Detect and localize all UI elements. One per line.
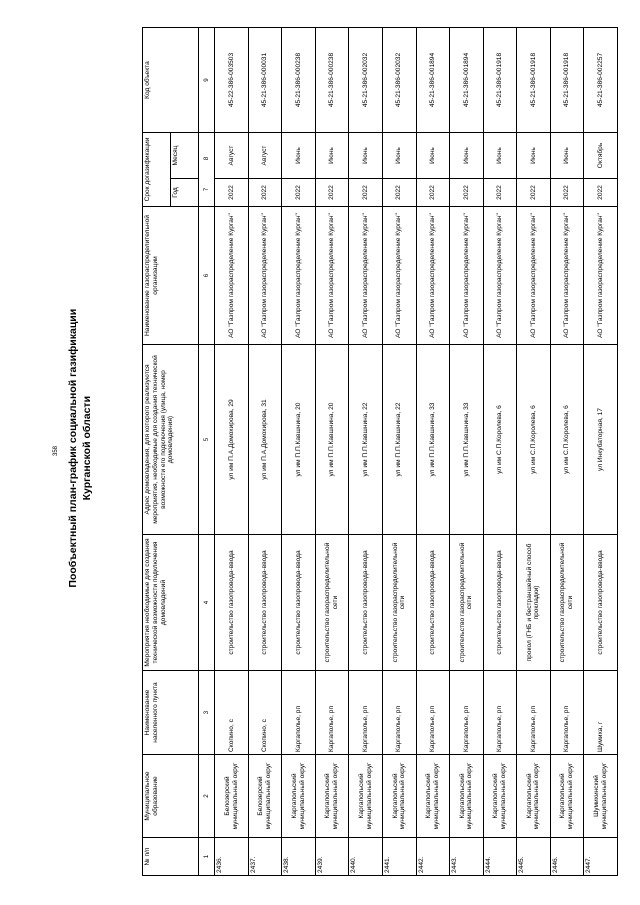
measures-cell: строительство газораспределительной сети — [550, 535, 584, 671]
address-cell: ул Инкубаторная, 17 — [584, 345, 618, 535]
header-number: № п/п — [143, 838, 199, 876]
address-cell: ул им П.П.Кавшнина, 22 — [349, 345, 383, 535]
year-cell: 2022 — [282, 179, 316, 207]
table-row — [550, 28, 584, 876]
municipality-cell: Каргапольский муниципальный округ — [383, 755, 417, 838]
code-cell: 45-21-386-000031 — [248, 28, 282, 133]
header-measures: Мероприятия необходимые для создания технической возможности подключения домовладений — [143, 535, 199, 671]
year-cell: 2022 — [349, 179, 383, 207]
org-cell: АО "Газпром газораспределение Курган" — [315, 207, 349, 345]
org-cell: АО "Газпром газораспределение Курган" — [517, 207, 551, 345]
org-cell: АО "Газпром газораспределение Курган" — [215, 207, 249, 345]
measures-cell: строительство газопровода-ввода — [248, 535, 282, 671]
column-number: 6 — [199, 207, 215, 345]
header-code: Код объекта — [143, 28, 199, 133]
month-cell: Июнь — [483, 133, 517, 179]
table-row — [450, 28, 484, 876]
column-number: 2 — [199, 755, 215, 838]
measures-cell: строительство газопровода-ввода — [483, 535, 517, 671]
row-number: 2439. — [315, 838, 349, 876]
address-cell: ул им С.П.Королева, 6 — [517, 345, 551, 535]
org-cell: АО "Газпром газораспределение Курган" — [383, 207, 417, 345]
gasification-schedule-table — [142, 27, 618, 876]
column-number-7: 7 — [202, 187, 210, 192]
address-cell: ул им П.А.Домохирова, 31 — [248, 345, 282, 535]
year-cell: 2022 — [584, 179, 618, 207]
table-header — [143, 28, 199, 876]
header-deadline: Срок догазификации — [143, 133, 171, 207]
measures-cell: строительство газораспределительной сети — [450, 535, 484, 671]
municipality-cell: Шумихинский муниципальный округ — [584, 755, 618, 838]
month-cell: Июнь — [450, 133, 484, 179]
locality-cell: Каргаполье, рп — [517, 671, 551, 755]
measures-cell: прокол (ГНБ и бестраншейный способ прокладки) — [517, 535, 551, 671]
locality-cell: Каргаполье, рп — [282, 671, 316, 755]
measures-cell: строительство газопровода-ввода — [282, 535, 316, 671]
table-body — [215, 28, 618, 876]
column-number-8: 8 — [202, 156, 210, 161]
code-cell: 45-21-386-002257 — [584, 28, 618, 133]
document-title — [66, 188, 94, 708]
row-number: 2446. — [550, 838, 584, 876]
column-number-row — [199, 28, 215, 876]
code-cell: 45-21-386-000238 — [315, 28, 349, 133]
header-year: Год — [171, 179, 199, 207]
code-cell: 45-21-386-001918 — [483, 28, 517, 133]
month-cell: Июнь — [315, 133, 349, 179]
measures-cell: строительство газопровода-ввода — [215, 535, 249, 671]
municipality-cell: Каргапольский муниципальный округ — [282, 755, 316, 838]
municipality-cell: Белозерский муниципальный округ — [248, 755, 282, 838]
header-locality: Наименование населенного пункта — [143, 671, 199, 755]
code-cell: 45-21-386-000238 — [282, 28, 316, 133]
header-address: Адрес домовладения, для которого реализуются мероприятия, необходимые для создания технической возможности его подключения (улица, номер домовладения) — [143, 345, 199, 535]
address-cell: ул им П.П.Кавшнина, 20 — [282, 345, 316, 535]
month-cell: Июнь — [416, 133, 450, 179]
municipality-cell: Каргапольский муниципальный округ — [483, 755, 517, 838]
table-row — [483, 28, 517, 876]
table-row — [215, 28, 249, 876]
municipality-cell: Каргапольский муниципальный округ — [550, 755, 584, 838]
measures-cell: строительство газопровода-ввода — [584, 535, 618, 671]
table-row — [248, 28, 282, 876]
measures-cell: строительство газопровода-ввода — [349, 535, 383, 671]
column-number: 1 — [199, 838, 215, 876]
column-number — [199, 133, 215, 207]
column-number: 9 — [199, 28, 215, 133]
measures-cell: строительство газопровода-ввода — [416, 535, 450, 671]
code-cell: 45-21-386-002032 — [383, 28, 417, 133]
month-cell: Октябрь — [584, 133, 618, 179]
org-cell: АО "Газпром газораспределение Курган" — [248, 207, 282, 345]
address-cell: ул им П.П.Кавшнина, 33 — [416, 345, 450, 535]
address-cell: ул им П.П.Кавшнина, 20 — [315, 345, 349, 535]
locality-cell: Каргаполье, рп — [483, 671, 517, 755]
year-cell: 2022 — [450, 179, 484, 207]
month-cell: Июнь — [282, 133, 316, 179]
locality-cell: Скопино, с — [248, 671, 282, 755]
row-number: 2440. — [349, 838, 383, 876]
column-number: 4 — [199, 535, 215, 671]
locality-cell: Каргаполье, рп — [450, 671, 484, 755]
locality-cell: Каргаполье, рп — [349, 671, 383, 755]
row-number: 2436. — [215, 838, 249, 876]
row-number: 2437. — [248, 838, 282, 876]
address-cell: ул им П.А.Домохирова, 29 — [215, 345, 249, 535]
locality-cell: Каргаполье, рп — [550, 671, 584, 755]
rotated-table-wrapper — [142, 28, 618, 876]
year-cell: 2022 — [483, 179, 517, 207]
row-number: 2442. — [416, 838, 450, 876]
page-number: 358 — [53, 446, 59, 457]
year-cell: 2022 — [517, 179, 551, 207]
month-cell: Август — [248, 133, 282, 179]
row-number: 2445. — [517, 838, 551, 876]
measures-cell: строительство газораспределительной сети — [315, 535, 349, 671]
address-cell: ул им С.П.Королева, 6 — [550, 345, 584, 535]
address-cell: ул им П.П.Кавшнина, 22 — [383, 345, 417, 535]
row-number: 2438. — [282, 838, 316, 876]
table-row — [349, 28, 383, 876]
header-org: Наименование газораспределительной организации — [143, 207, 199, 345]
year-cell: 2022 — [248, 179, 282, 207]
org-cell: АО "Газпром газораспределение Курган" — [282, 207, 316, 345]
code-cell: 45-21-386-002032 — [349, 28, 383, 133]
locality-cell: Каргаполье, рп — [416, 671, 450, 755]
municipality-cell: Каргапольский муниципальный округ — [416, 755, 450, 838]
locality-cell: Каргаполье, рп — [315, 671, 349, 755]
year-cell: 2022 — [416, 179, 450, 207]
org-cell: АО "Газпром газораспределение Курган" — [483, 207, 517, 345]
table-row — [383, 28, 417, 876]
municipality-cell: Каргапольский муниципальный округ — [315, 755, 349, 838]
month-cell: Август — [215, 133, 249, 179]
org-cell: АО "Газпром газораспределение Курган" — [550, 207, 584, 345]
municipality-cell: Каргапольский муниципальный округ — [450, 755, 484, 838]
municipality-cell: Каргапольский муниципальный округ — [349, 755, 383, 838]
table-row — [416, 28, 450, 876]
org-cell: АО "Газпром газораспределение Курган" — [416, 207, 450, 345]
org-cell: АО "Газпром газораспределение Курган" — [584, 207, 618, 345]
month-cell: Июнь — [517, 133, 551, 179]
org-cell: АО "Газпром газораспределение Курган" — [349, 207, 383, 345]
month-cell: Июнь — [383, 133, 417, 179]
code-cell: 45-21-386-001894 — [450, 28, 484, 133]
locality-cell: Шумиха, г — [584, 671, 618, 755]
month-cell: Июнь — [349, 133, 383, 179]
table-row — [584, 28, 618, 876]
title-line-1: Пообъектный план-график социальной газификации — [66, 308, 79, 588]
code-cell: 45-21-386-001918 — [550, 28, 584, 133]
year-cell: 2022 — [315, 179, 349, 207]
column-number: 3 — [199, 671, 215, 755]
table-row — [517, 28, 551, 876]
month-cell: Июнь — [550, 133, 584, 179]
org-cell: АО "Газпром газораспределение Курган" — [450, 207, 484, 345]
code-cell: 45-22-386-003503 — [215, 28, 249, 133]
header-municipality: Муниципальное образование — [143, 755, 199, 838]
address-cell: ул им П.П.Кавшнина, 33 — [450, 345, 484, 535]
table-row — [315, 28, 349, 876]
title-line-2: Курганской области — [81, 395, 93, 501]
municipality-cell: Белозерский муниципальный округ — [215, 755, 249, 838]
year-cell: 2022 — [383, 179, 417, 207]
column-number: 5 — [199, 345, 215, 535]
municipality-cell: Каргапольский муниципальный округ — [517, 755, 551, 838]
address-cell: ул им С.П.Королева, 6 — [483, 345, 517, 535]
measures-cell: строительство газораспределительной сети — [383, 535, 417, 671]
header-month: Месяц — [171, 133, 199, 179]
year-cell: 2022 — [550, 179, 584, 207]
row-number: 2441. — [383, 838, 417, 876]
row-number: 2447. — [584, 838, 618, 876]
table-row — [282, 28, 316, 876]
locality-cell: Каргаполье, рп — [383, 671, 417, 755]
code-cell: 45-21-386-001918 — [517, 28, 551, 133]
locality-cell: Скопино, с — [215, 671, 249, 755]
row-number: 2444. — [483, 838, 517, 876]
year-cell: 2022 — [215, 179, 249, 207]
row-number: 2443. — [450, 838, 484, 876]
code-cell: 45-21-386-001894 — [416, 28, 450, 133]
